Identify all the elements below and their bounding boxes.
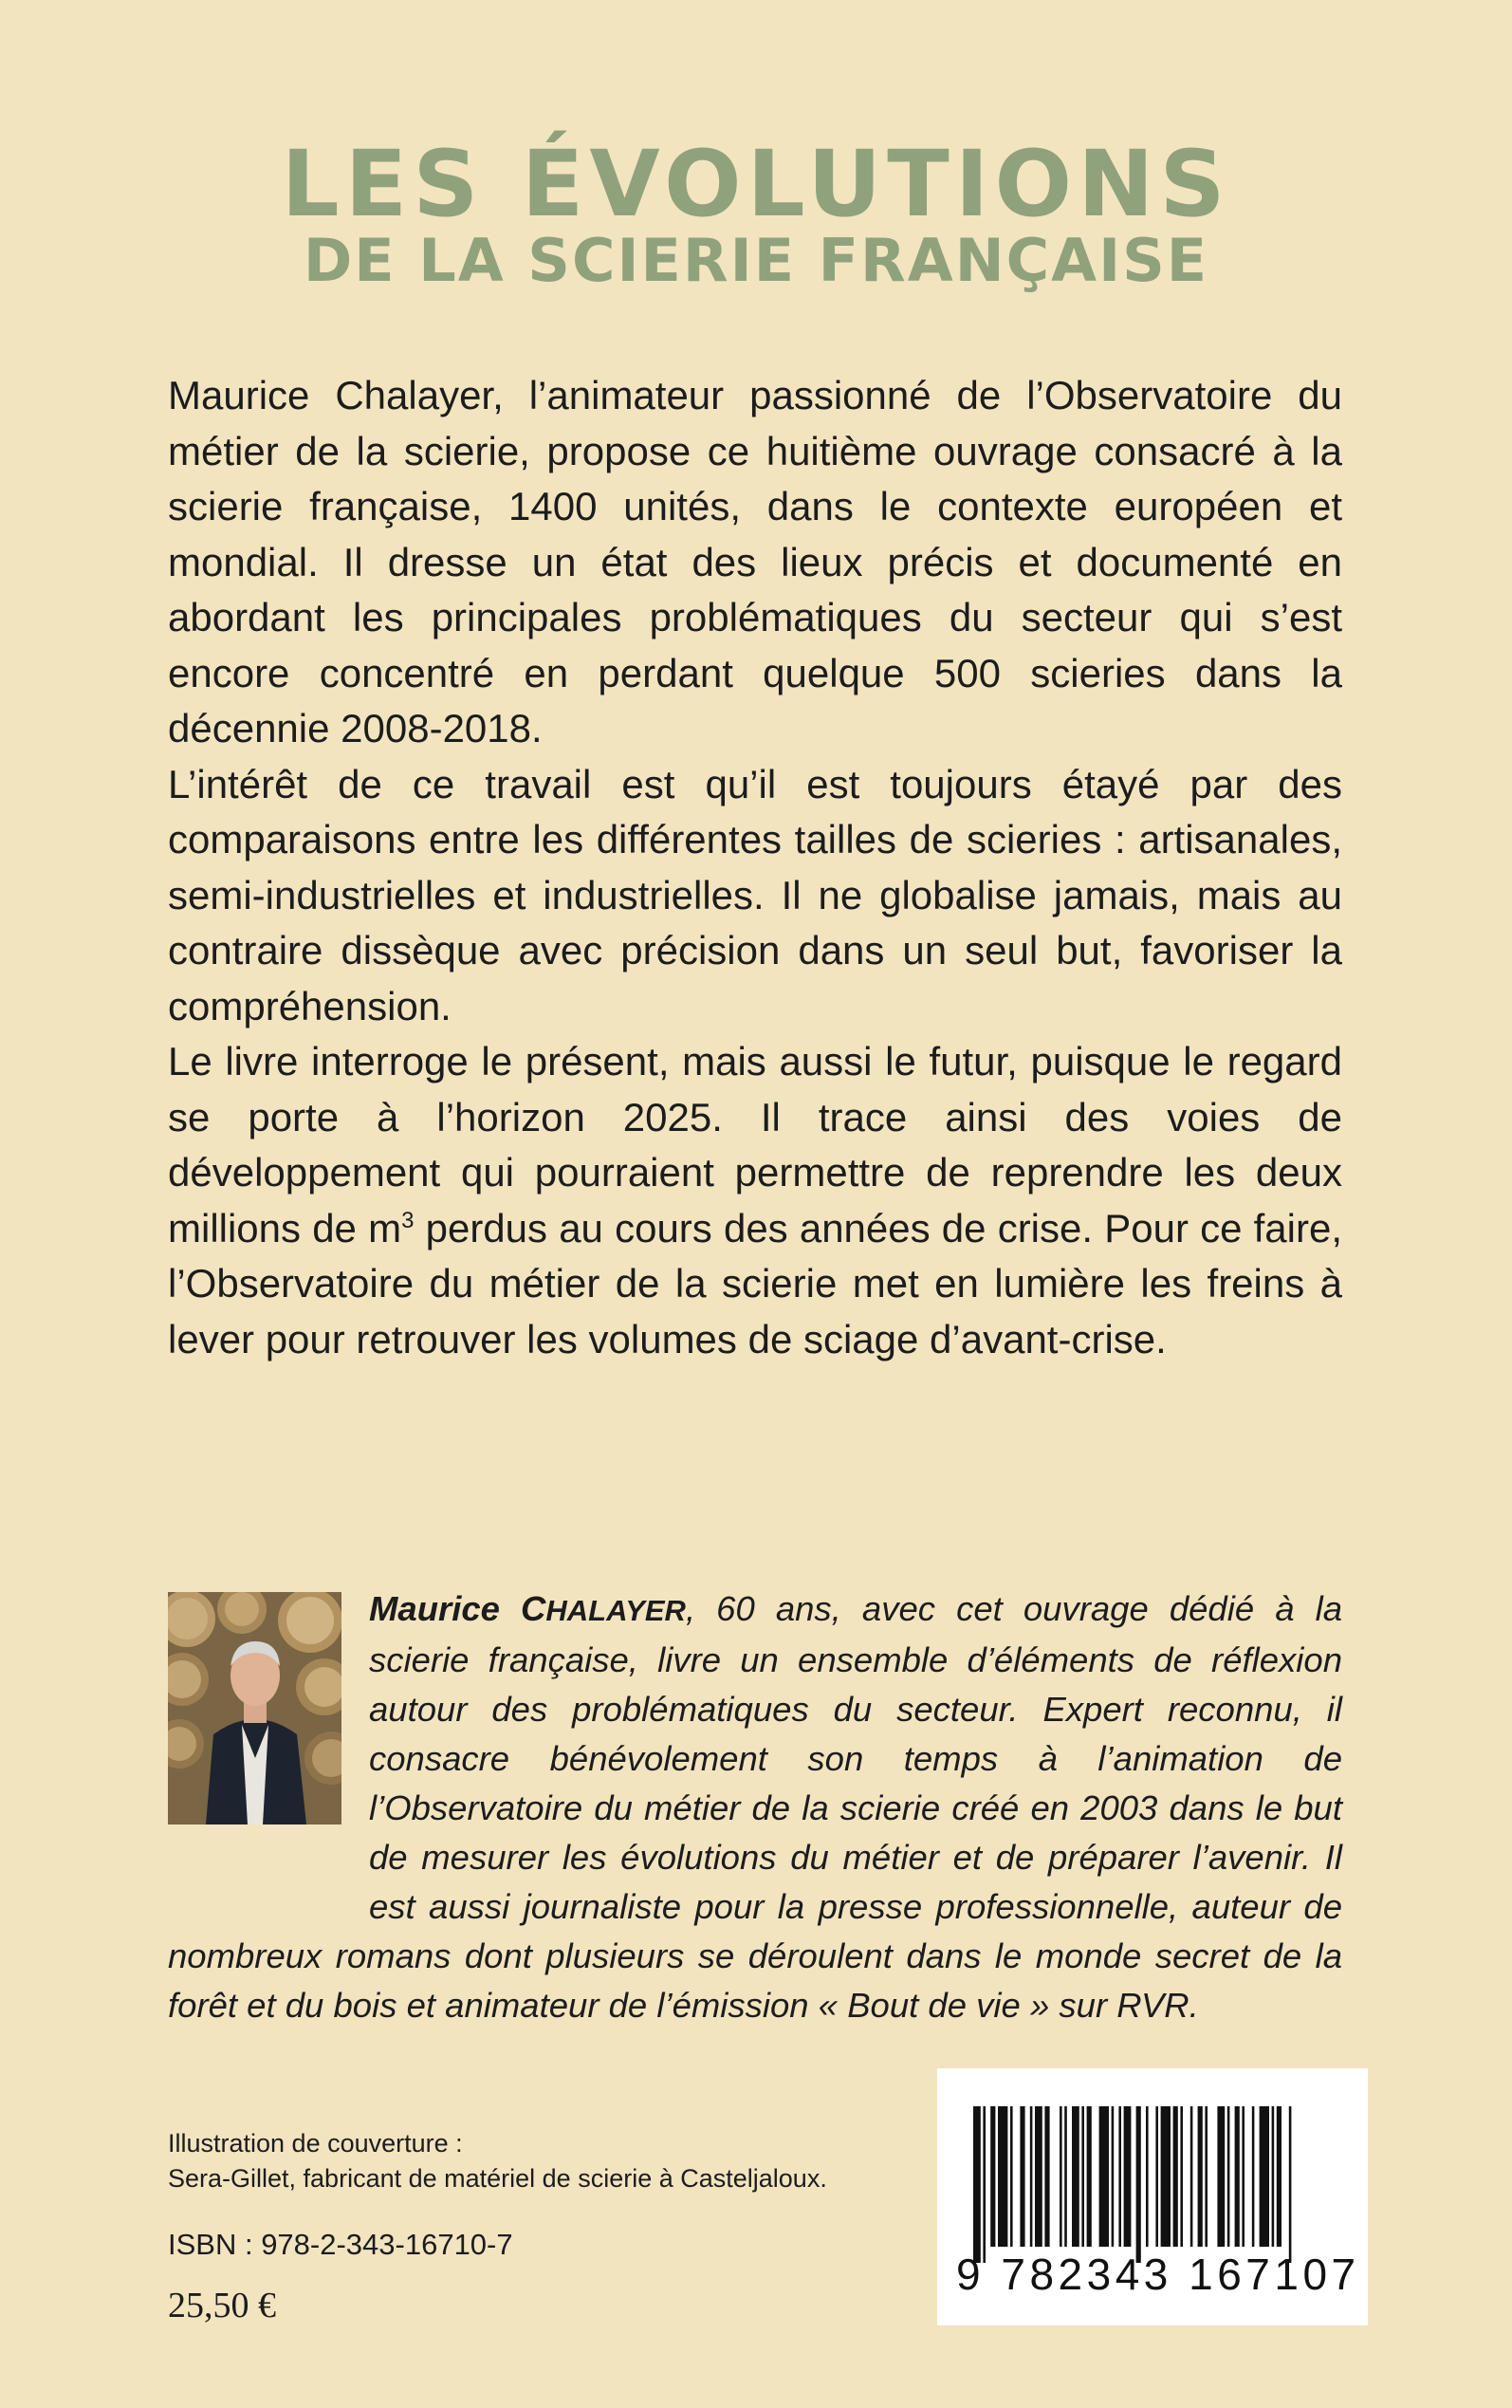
blurb-paragraph-1: Maurice Chalayer, l’animateur passionné de l’Observatoire du métier de la scierie, propose ce huitième ouvrage consacré à la scierie française, 1400 unités, dans le contexte européen et mondial. Il dresse un état des lieux précis et documenté en abordant les principales problématiques du secteur qui s’est encore concentré en perdant quelque 500 scieries dans la décennie 2008-2018.: [168, 373, 1342, 750]
barcode-digits: 9 782343 167107: [956, 2250, 1360, 2299]
back-cover-blurb: [168, 368, 1342, 1367]
cover-credits: [168, 2126, 827, 2196]
blurb-p3-before: Le livre interroge le présent, mais aussi le futur, puisque le regard se porte à l’horizon 2025. Il trace ainsi des voies de développement qui pourraient permettre de reprendre les deux millions de m: [168, 1039, 1342, 1250]
isbn: ISBN : 978-2-343-16710-7: [168, 2228, 513, 2261]
author-bio-text: , 60 ans, avec cet ouvrage dédié à la scierie française, livre un ensemble d’éléments de réflexion autour des problématiques du secteur. Expert reconnu, il consacre bénévolement son temps à l’animation de l’Observatoire du métier de la scierie créé en 2003 dans le but de mesurer les évolutions du métier et de préparer l’avenir. Il est aussi journaliste pour la presse professionnelle, auteur de nombreux romans dont plusieurs se déroulent dans le monde secret de la forêt et du bois et animateur de l’émission « Bout de vie » sur RVR.: [168, 1589, 1342, 2025]
credits-line-2: Sera-Gillet, fabricant de matériel de scierie à Casteljaloux.: [168, 2164, 827, 2193]
author-last-name-initial: C: [521, 1589, 546, 1628]
credits-line-1: Illustration de couverture :: [168, 2129, 463, 2158]
price: 25,50 €: [168, 2286, 276, 2325]
blurb-p3-after: perdus au cours des années de crise. Pour ce faire, l’Observatoire du métier de la scierie met en lumière les freins à lever pour retrouver les volumes de sciage d’avant-crise.: [168, 1205, 1342, 1361]
barcode: [937, 2068, 1368, 2325]
cubic-superscript: 3: [401, 1207, 415, 1233]
author-last-name-rest: HALAYER: [545, 1594, 686, 1627]
book-title: LES ÉVOLUTIONS: [281, 131, 1231, 237]
author-first-name: Maurice: [369, 1589, 522, 1628]
blurb-paragraph-2: L’intérêt de ce travail est qu’il est toujours étayé par des comparaisons entre les différentes tailles de scieries : artisanales, semi-industrielles et industrielles. Il ne globalise jamais, mais au contraire dissèque avec précision dans un seul but, favoriser la compréhension.: [168, 761, 1342, 1028]
author-bio: [168, 1584, 1342, 2030]
blurb-paragraph-3: [168, 1034, 1342, 1367]
book-subtitle: DE LA SCIERIE FRANÇAISE: [303, 226, 1209, 295]
